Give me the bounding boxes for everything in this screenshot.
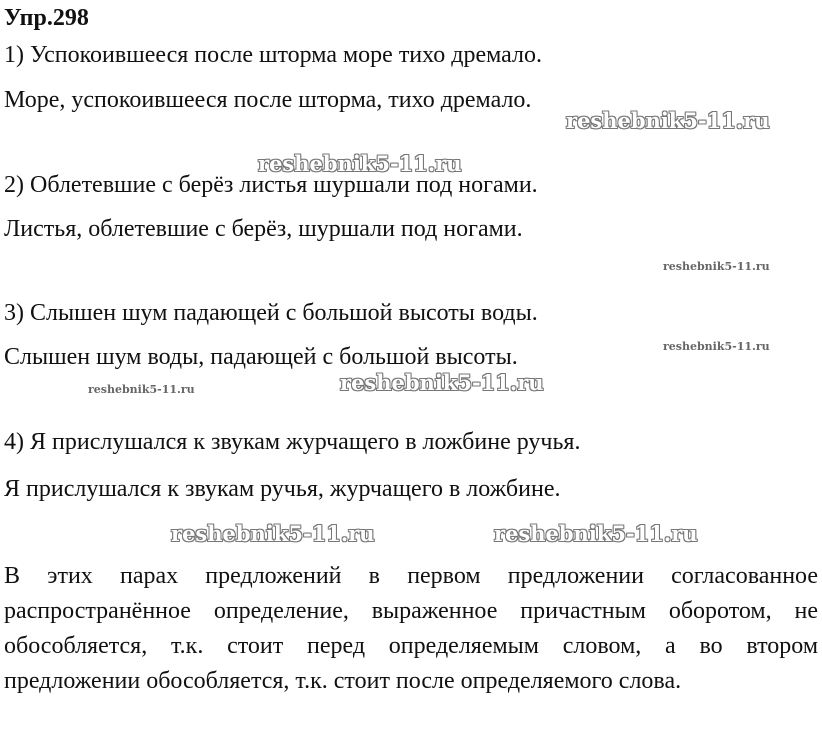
exercise-title: Упр.298 <box>4 5 89 31</box>
pair-4-first-sentence: 4) Я прислушался к звукам журчащего в ложбине ручья. <box>4 429 581 455</box>
watermark: reshebnik5-11.ru <box>663 340 770 353</box>
pair-2-second-sentence: Листья, облетевшие с берёз, шуршали под ногами. <box>4 216 523 242</box>
pair-1-second-sentence: Море, успокоившееся после шторма, тихо дремало. <box>4 87 532 113</box>
pair-3-first-sentence: 3) Слышен шум падающей с большой высоты воды. <box>4 300 538 326</box>
conclusion-paragraph: В этих парах предложений в первом предложении согласованное распространённое определение, выраженное причастным оборотом, не обособляется, т.к. стоит перед определяемым словом, а во втором предложении обособляется, т.к. стоит после определяемого слова. <box>4 563 818 694</box>
pair-1-first-sentence: 1) Успокоившееся после шторма море тихо дремало. <box>4 42 542 68</box>
watermark: reshebnik5-11.ru <box>566 108 770 133</box>
pair-2-first-sentence: 2) Облетевшие с берёз листья шуршали под ногами. <box>4 172 538 198</box>
watermark: reshebnik5-11.ru <box>494 521 698 546</box>
watermark: reshebnik5-11.ru <box>258 151 462 176</box>
watermark: reshebnik5-11.ru <box>88 383 195 396</box>
pair-3-second-sentence: Слышен шум воды, падающей с большой высоты. <box>4 344 518 370</box>
pair-4-second-sentence: Я прислушался к звукам ручья, журчащего в ложбине. <box>4 476 561 502</box>
watermark: reshebnik5-11.ru <box>171 521 375 546</box>
watermark: reshebnik5-11.ru <box>340 370 544 395</box>
watermark: reshebnik5-11.ru <box>663 260 770 273</box>
